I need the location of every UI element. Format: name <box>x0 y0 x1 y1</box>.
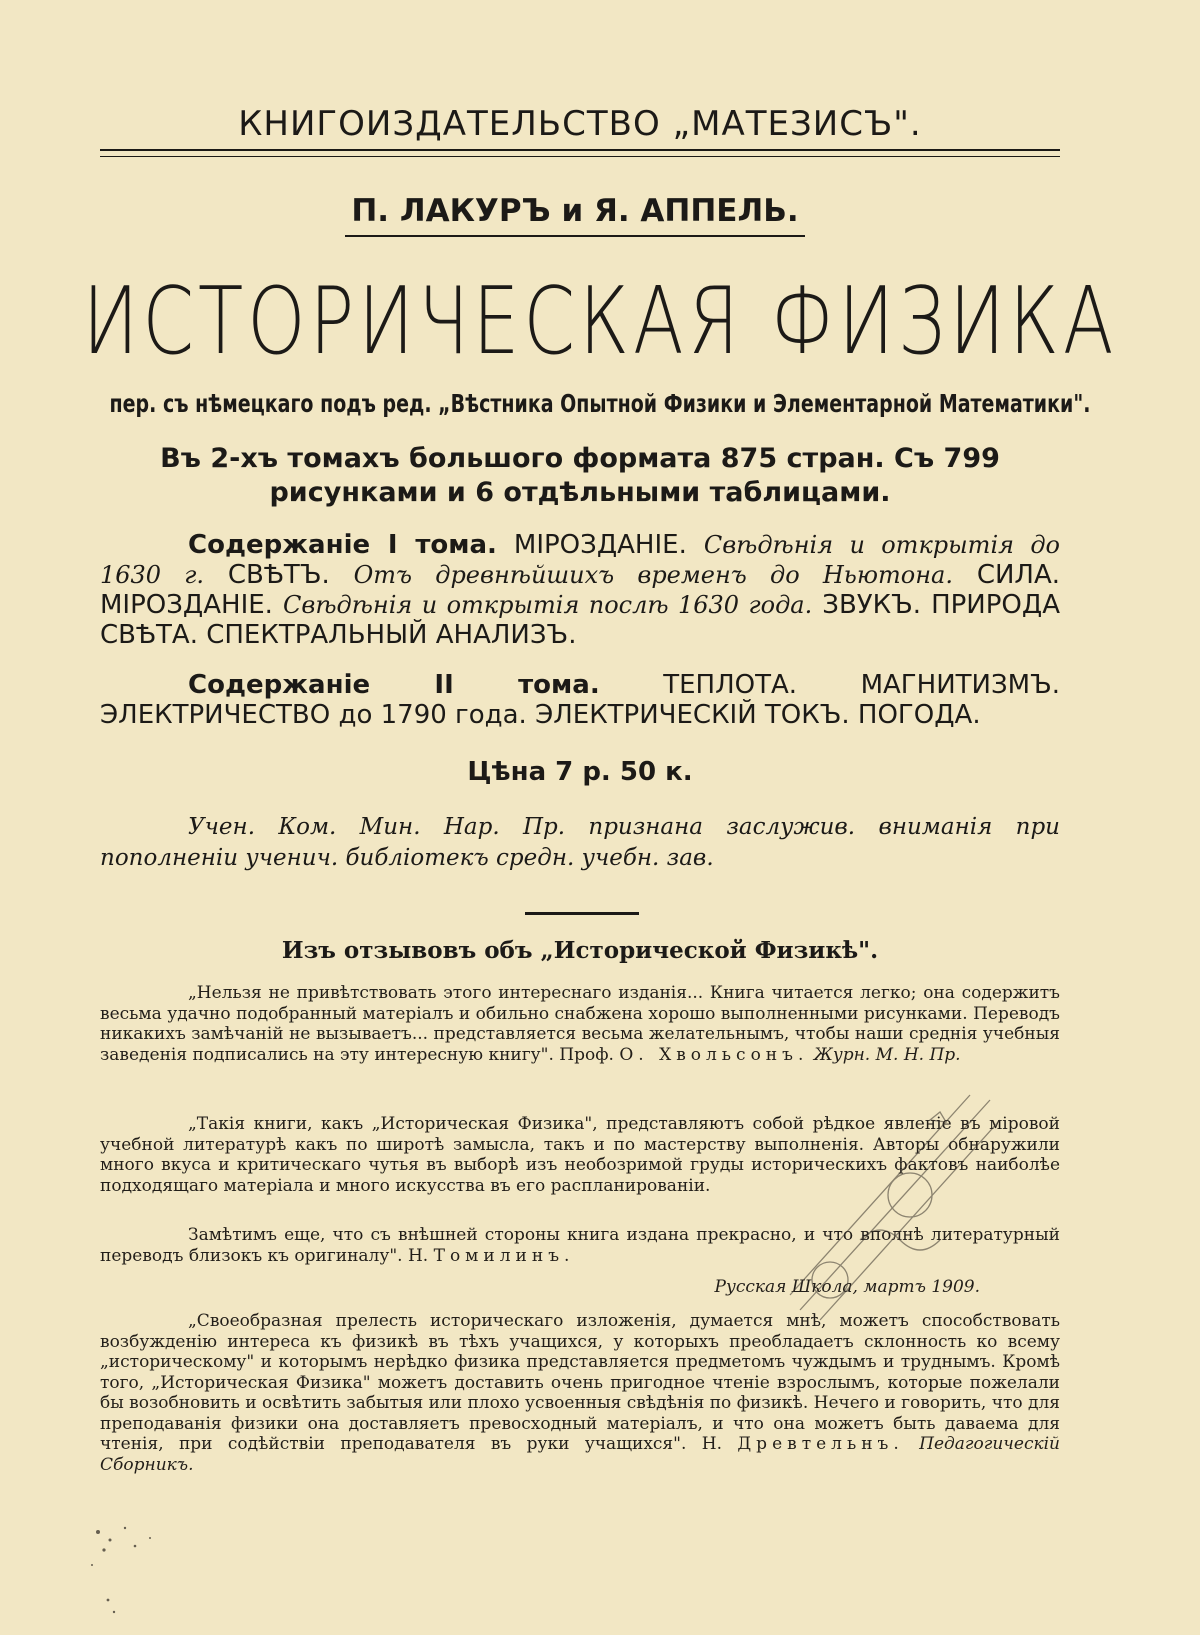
review-author: Древтельнъ. <box>737 1434 904 1454</box>
contents-vol1-label: Содержаніе I тома. <box>188 530 497 560</box>
paper-specks <box>80 1520 200 1630</box>
contents-vol1-part: МІРОЗДАНІЕ. <box>513 530 687 560</box>
review-source: Педагогическій Сборникъ. <box>100 1434 1060 1475</box>
review-text: „Такія книги, какъ „Историческая Физика", представляютъ собой рѣдкое явленіе въ міровой учебной литературѣ какъ по широтѣ замысла, такъ и по мастерству выполненія. Авторы обнаружили много вкуса и критическаго чутья въ выборѣ изъ необозримой груды историческихъ фактовъ наиболѣе подходящаго матеріала и много искусства въ его распланированіи. <box>100 1114 1060 1196</box>
contents-vol2-part: ТЕПЛОТА. МАГНИТИЗМЪ. ЭЛЕКТРИЧЕСТВО <box>100 670 1060 730</box>
double-rule <box>100 149 1060 157</box>
contents-vol2-part: до 1790 года. <box>338 700 527 730</box>
reviews-heading: Изъ отзывовъ объ „Исторической Физикѣ". <box>281 937 879 964</box>
authors-line: П. ЛАКУРЪ и Я. АППЕЛЬ. <box>345 193 805 237</box>
review-paragraph <box>100 983 1060 1065</box>
contents-vol1-part: СИЛА. МІРОЗДАНІЕ. <box>100 560 1061 620</box>
contents-vol2-part: ЭЛЕКТРИЧЕСКІЙ ТОКЪ. ПОГОДА. <box>535 700 981 730</box>
review-text: „Нельзя не привѣтствовать этого интереснаго изданія... Книга читается легко; она содержитъ весьма удачно подобранный матеріалъ и обильно снабжена хорошо выполненными рисунками. Переводъ никакихъ замѣчаній не вызываетъ... представляется весьма желательнымъ, чтобы наши среднія учебныя заведенія подписались на эту интересную книгу". Проф. <box>100 983 1060 1065</box>
contents-vol1-part: Свѣдѣнія и открытія до 1630 г. <box>100 531 1061 589</box>
contents-vol1-part: ЗВУКЪ. ПРИРОДА СВѢТА. СПЕКТРАЛЬНЫЙ АНАЛИЗЪ. <box>100 590 1060 650</box>
review-text: „Своеобразная прелесть историческаго изложенія, думается мнѣ, можетъ способствовать возбужденію интереса къ физикѣ въ тѣхъ учащихся, у которыхъ преобладаетъ склонность ко всему „историческому" и которымъ нерѣдко физика представляется предметомъ чуждымъ и труднымъ. Кромѣ того, „Историческая Физика" можетъ доставить очень пригодное чтеніе взрослымъ, которые пожелали бы возобновить и освѣтить забытыя или плохо усвоенныя свѣдѣнія по физикѣ. Нечего и говорить, что для преподаванія физики она доставляетъ превосходный матеріалъ, и что она можетъ быть даваема для чтенія, при содѣйствіи преподавателя въ руки учащихся". Н. <box>100 1311 1060 1454</box>
book-title: ИСТОРИЧЕСКАЯ ФИЗИКА <box>82 268 1118 376</box>
price-line: Цѣна 7 р. 50 к. <box>467 757 693 787</box>
contents-volume-2 <box>100 670 1060 730</box>
review-author: Томилинъ. <box>433 1245 575 1266</box>
contents-vol1-part: Свѣдѣнія и открытія послѣ 1630 года. <box>283 591 813 619</box>
contents-volume-1 <box>100 530 1060 650</box>
publisher-heading: КНИГОИЗДАТЕЛЬСТВО „МАТЕЗИСЪ". <box>238 104 922 144</box>
library-stamp-mark <box>760 1080 1020 1340</box>
review-source: Русская Школа, мартъ 1909. <box>714 1277 980 1297</box>
review-source: Журн. М. Н. Пр. <box>813 1044 961 1065</box>
translation-note: пер. съ нѣмецкаго подъ ред. „Вѣстника Опытной Физики и Элементарной Математики". <box>109 390 1091 419</box>
section-divider <box>525 912 639 915</box>
contents-vol1-part: СВѢТЪ. <box>227 560 330 590</box>
review-author: О. Хвольсонъ. <box>619 1044 809 1065</box>
contents-vol1-part: Отъ древнѣйшихъ временъ до Ньютона. <box>353 561 953 589</box>
volumes-info: Въ 2-хъ томахъ большого формата 875 стран. Съ 799 рисунками и 6 отдѣльными таблицами. <box>160 443 1000 508</box>
ministry-approval-note: Учен. Ком. Мин. Нар. Пр. признана заслужив. вниманія при пополненіи ученич. библіотекъ средн. учебн. зав. <box>100 814 1060 871</box>
contents-vol2-label: Содержаніе II тома. <box>188 670 600 700</box>
review-text: Замѣтимъ еще, что съ внѣшней стороны книга издана прекрасно, и что вполнѣ литературный переводъ близокъ къ оригиналу". Н. <box>100 1225 1060 1266</box>
